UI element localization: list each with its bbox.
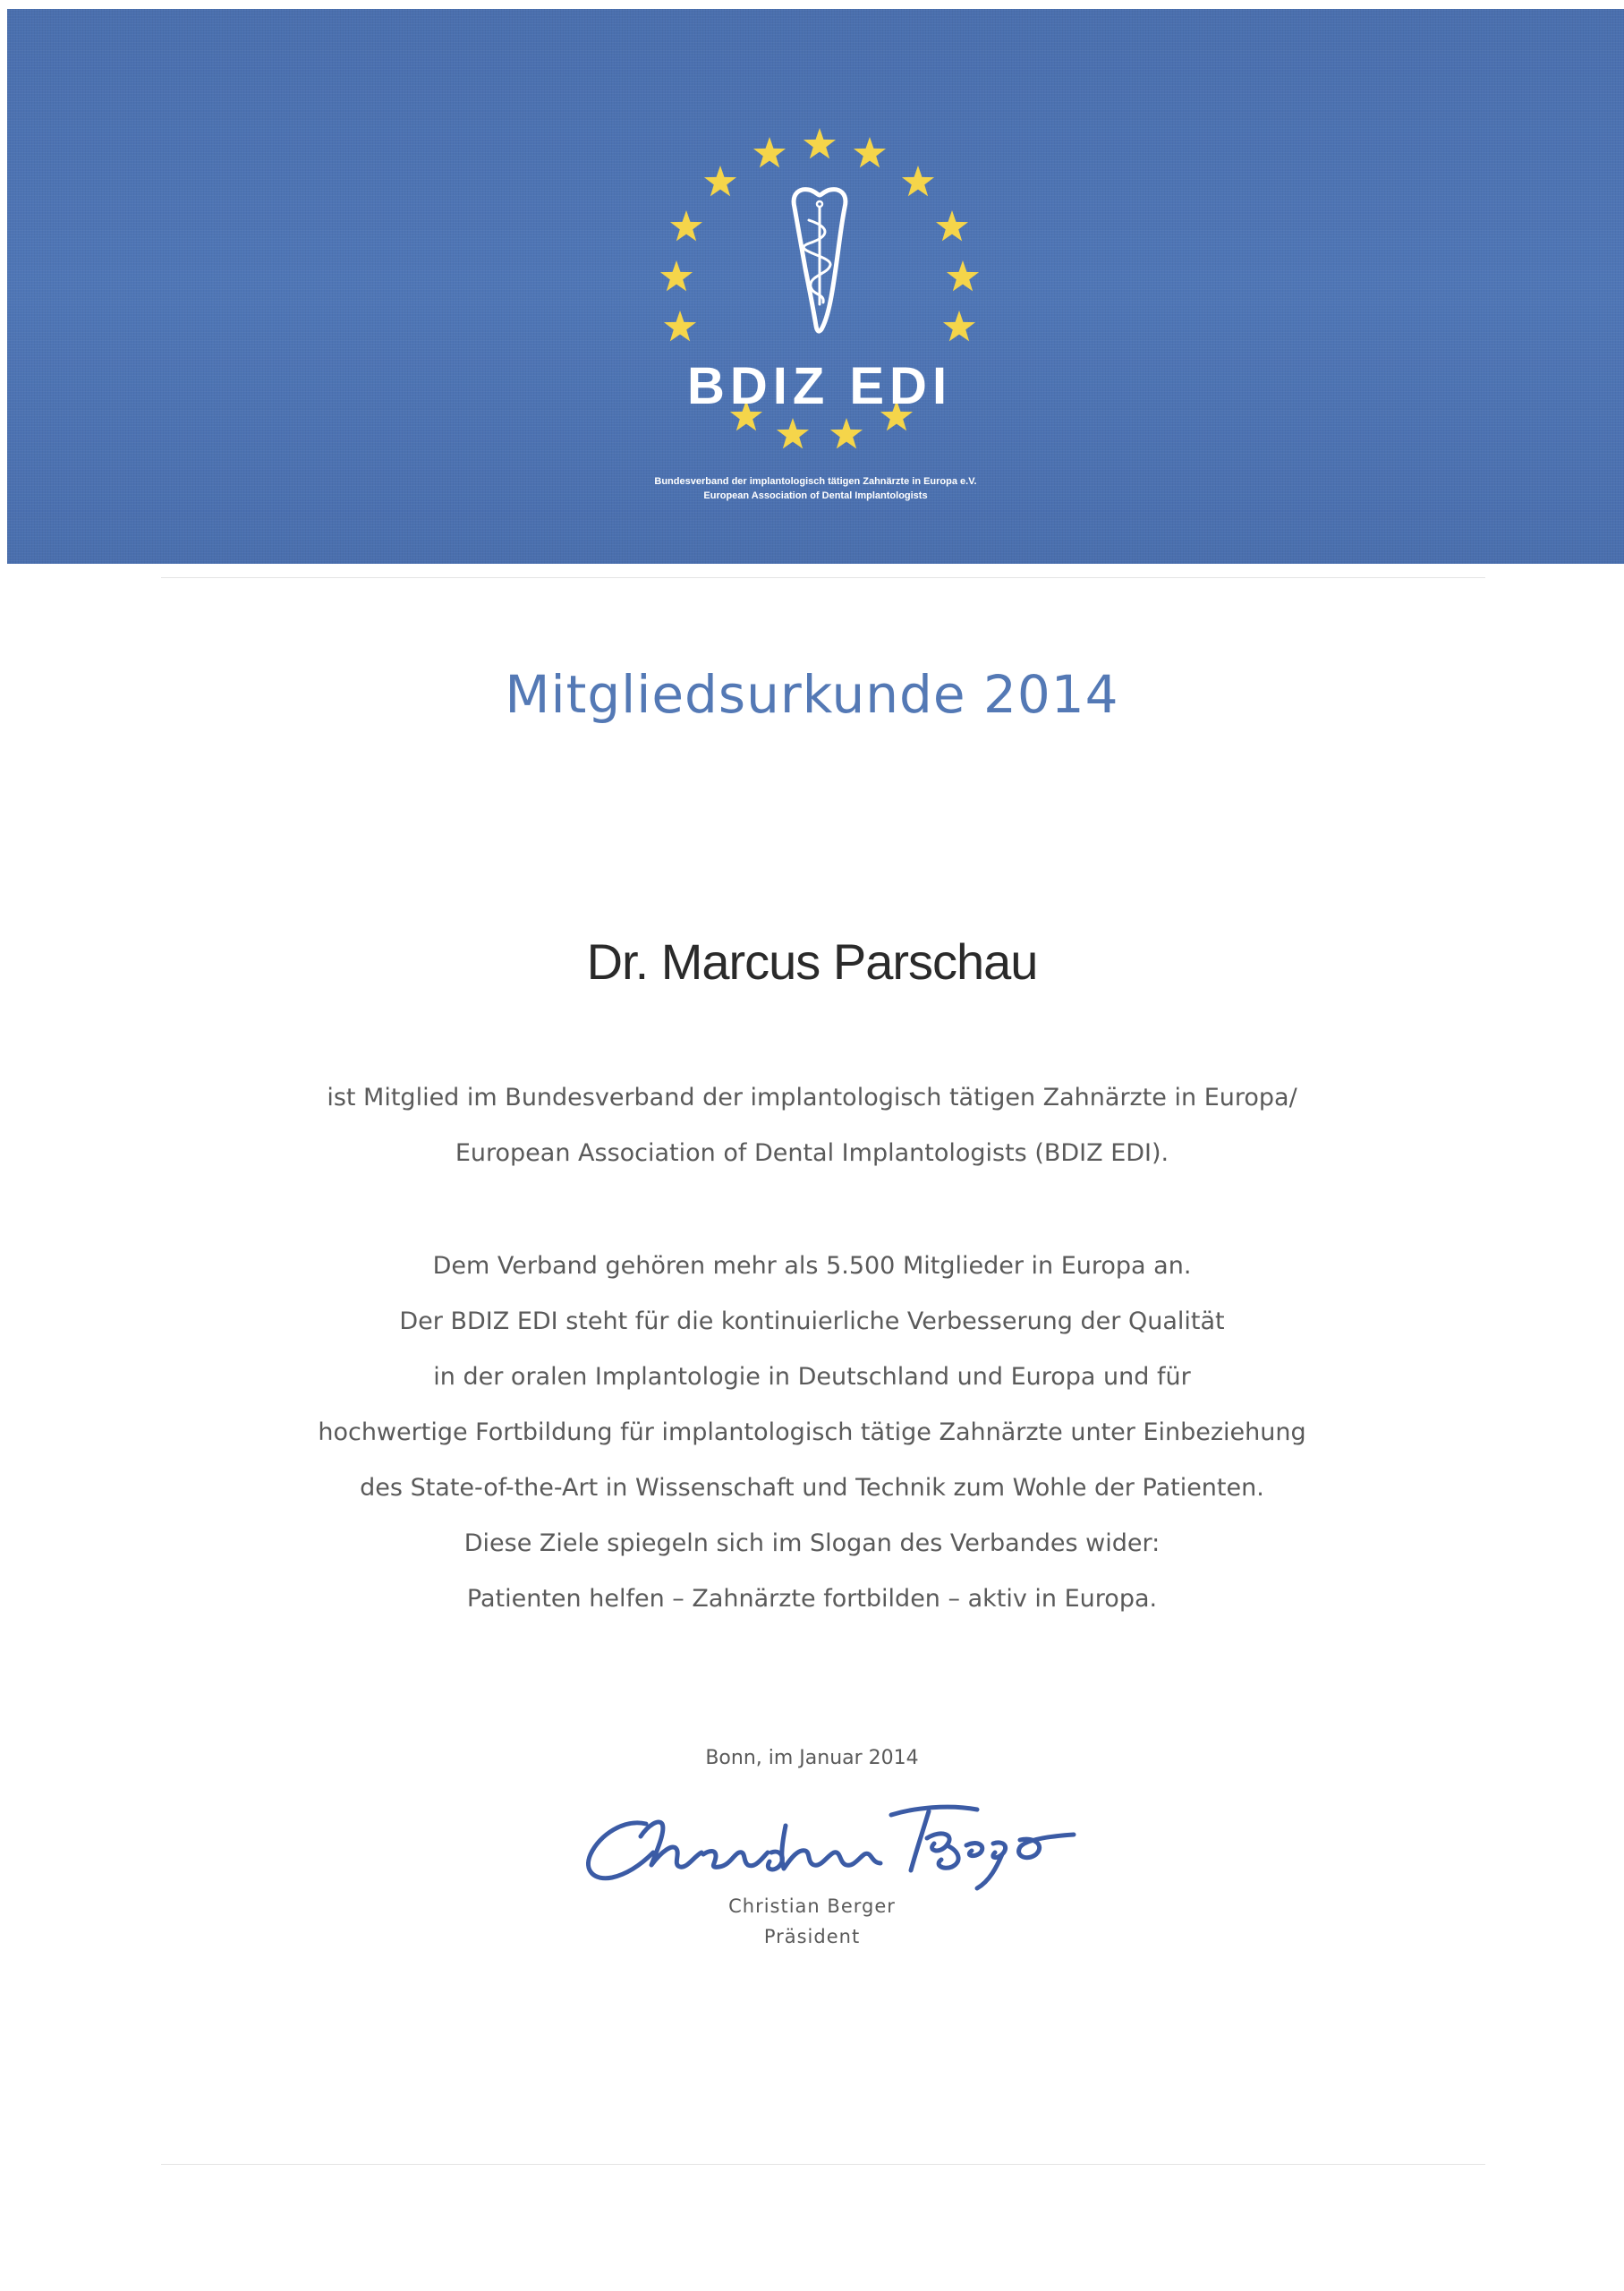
description-line: Der BDIZ EDI steht für die kontinuierliche Verbesserung der Qualität	[399, 1307, 1225, 1335]
description-line: des State-of-the-Art in Wissenschaft und Technik zum Wohle der Patienten.	[360, 1474, 1264, 1502]
description-line: in der oralen Implantologie in Deutschland und Europa und für	[433, 1363, 1191, 1391]
association-description	[0, 1239, 1624, 1627]
membership-statement	[0, 1070, 1624, 1181]
statement-line: European Association of Dental Implantologists (BDIZ EDI).	[455, 1139, 1169, 1167]
place-date: Bonn, im Januar 2014	[705, 1747, 919, 1769]
signer-role: Präsident	[763, 1926, 861, 1947]
description-line: hochwertige Fortbildung für implantologisch tätige Zahnärzte unter Einbeziehung	[318, 1418, 1306, 1446]
logo-wordmark: BDIZ EDI	[686, 357, 953, 415]
signature-image	[573, 1799, 1092, 1897]
description-line: Patienten helfen – Zahnärzte fortbilden – aktiv in Europa.	[466, 1585, 1158, 1613]
bottom-divider	[161, 2164, 1485, 2165]
description-line: Dem Verband gehören mehr als 5.500 Mitglieder in Europa an.	[432, 1252, 1192, 1280]
page-title: Mitgliedsurkunde 2014	[505, 664, 1119, 725]
top-divider	[161, 577, 1485, 578]
logo-caption-english: European Association of Dental Implantologists	[703, 490, 928, 501]
header-banner	[7, 9, 1624, 564]
signer-name: Christian Berger	[728, 1895, 896, 1917]
logo-caption-german: Bundesverband der implantologisch tätigen Zahnärzte in Europa e.V.	[654, 476, 977, 487]
member-name: Dr. Marcus Parschau	[586, 933, 1038, 990]
statement-line: ist Mitglied im Bundesverband der implantologisch tätigen Zahnärzte in Europa/	[327, 1084, 1297, 1111]
tooth-caduceus-icon	[794, 190, 846, 331]
description-line: Diese Ziele spiegeln sich im Slogan des Verbandes wider:	[463, 1529, 1161, 1557]
